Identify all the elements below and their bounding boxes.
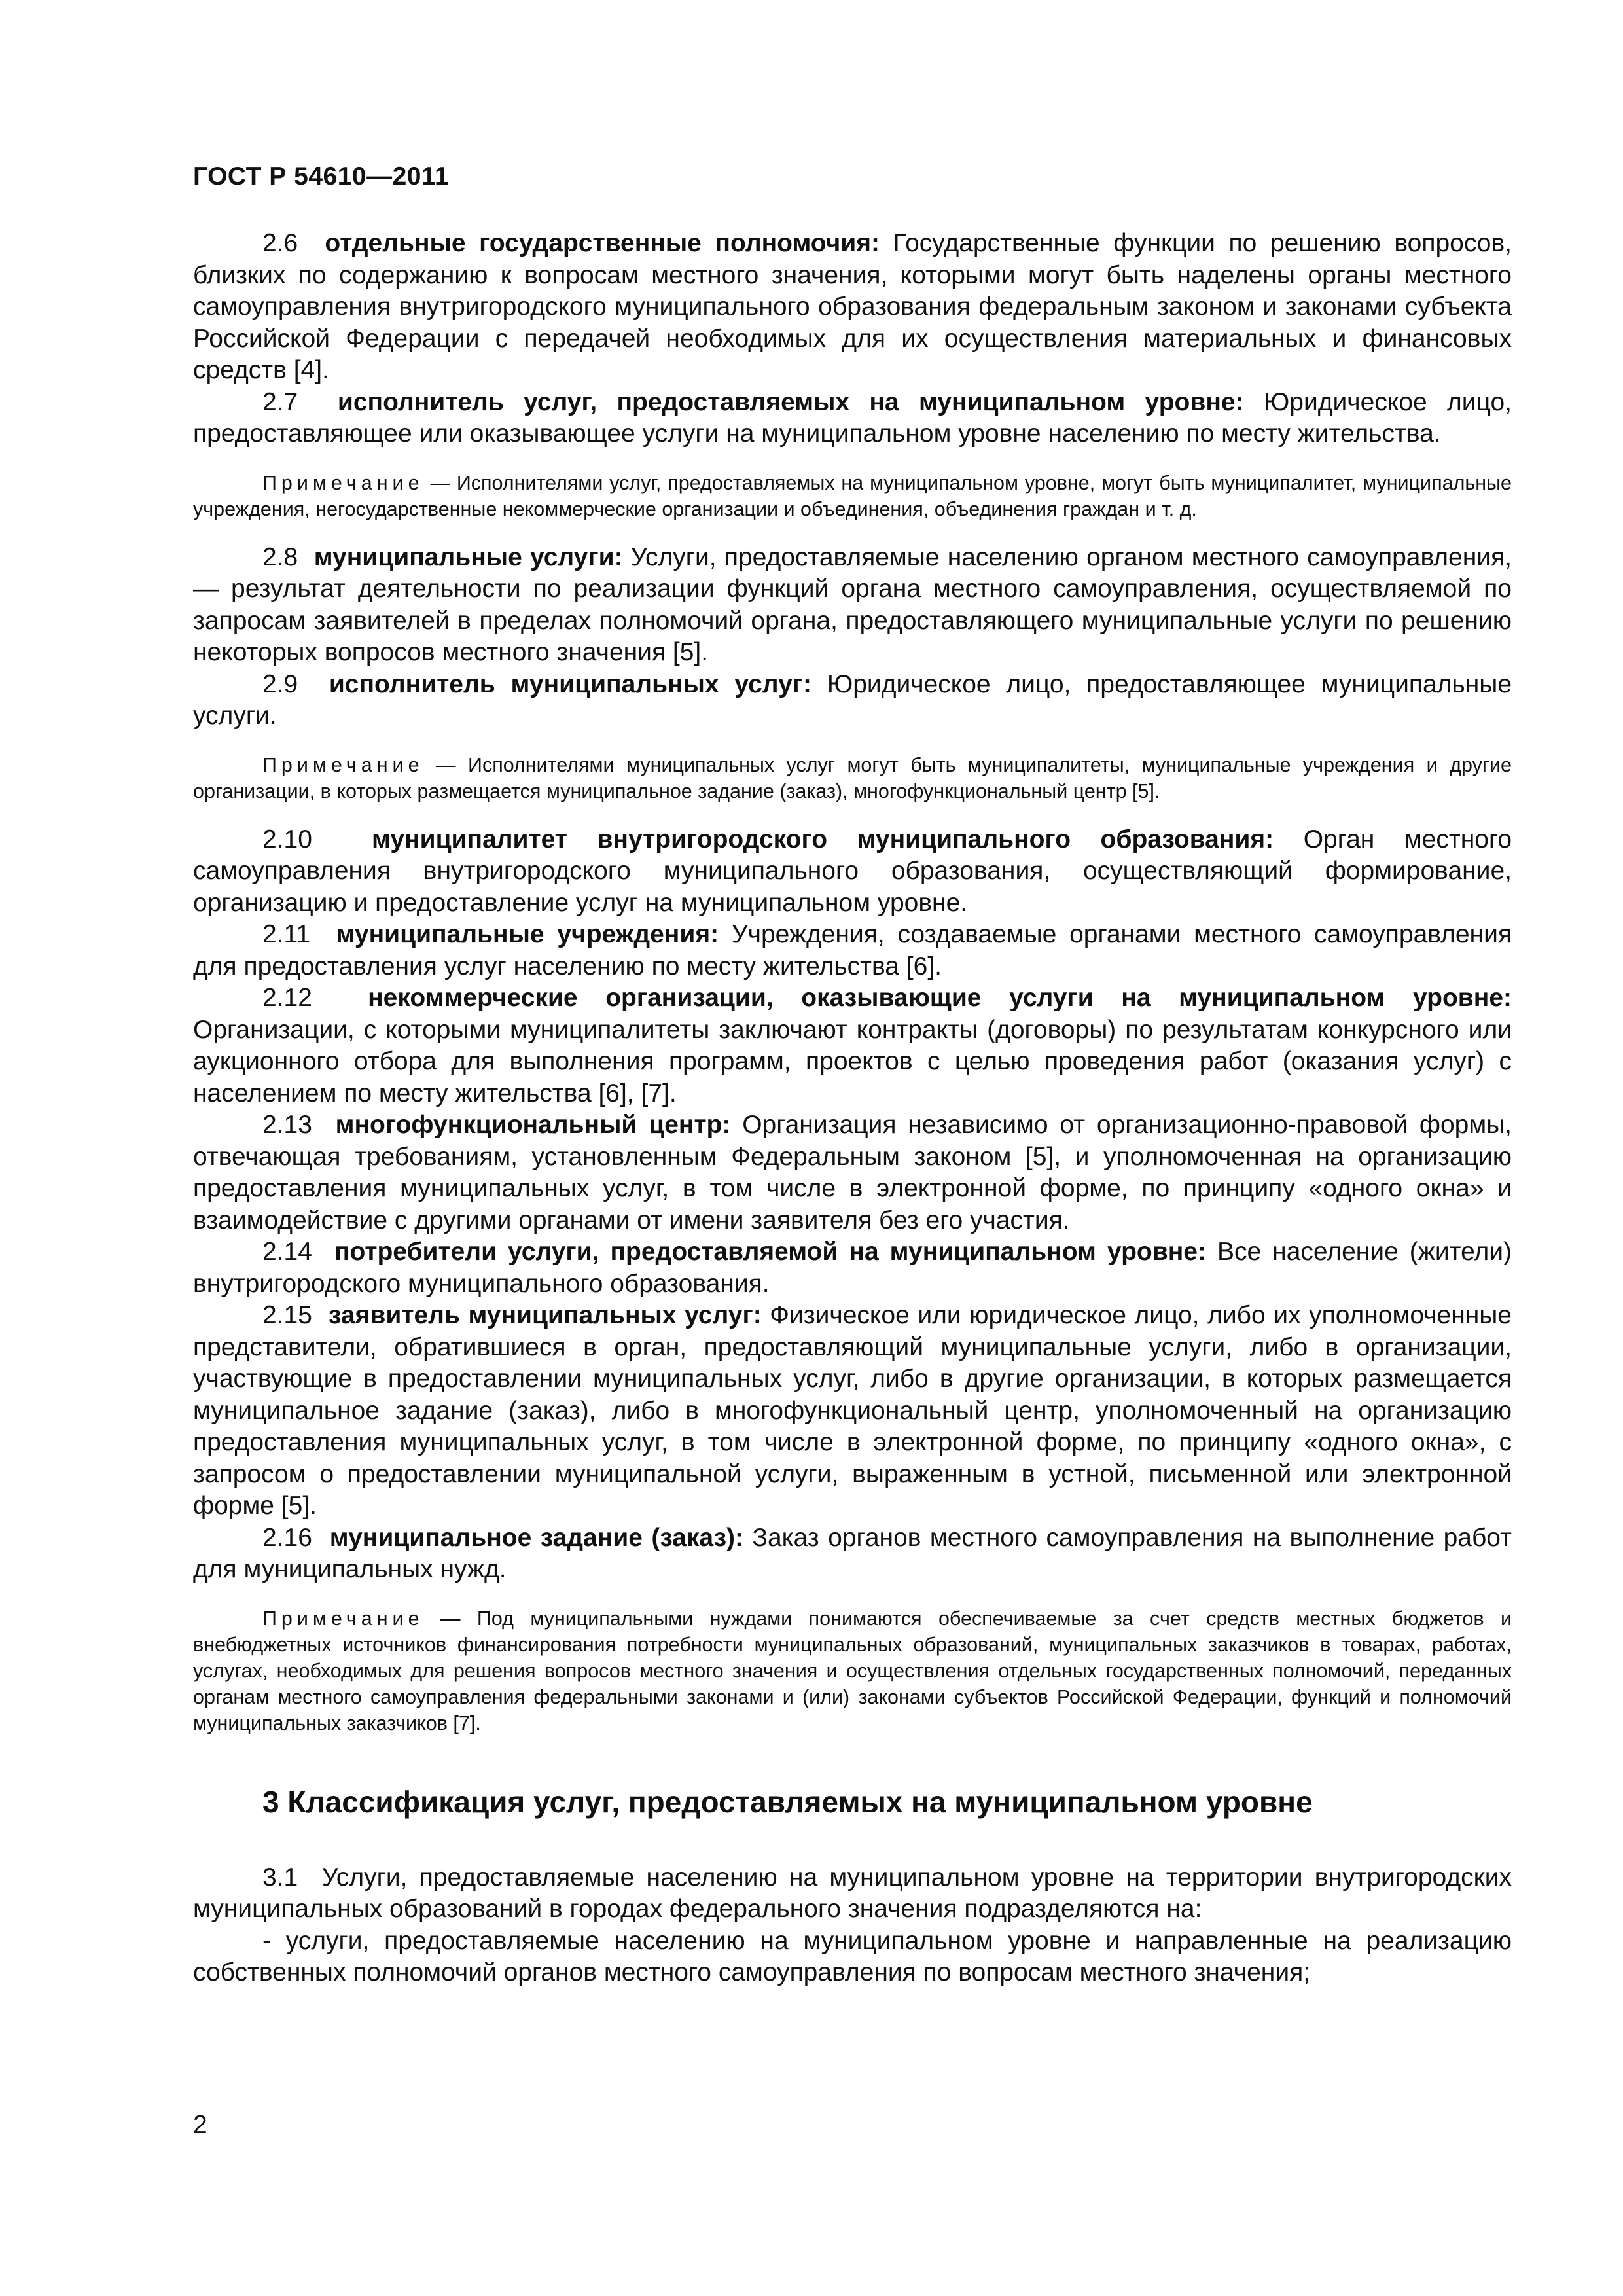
definition-number: 2.8	[262, 543, 298, 571]
note-dash: —	[430, 471, 450, 494]
clause-3-1	[193, 1862, 1512, 1926]
clause-number: 3.1	[262, 1863, 298, 1892]
definition-term: отдельные государственные полномочия:	[325, 229, 880, 257]
definition-number: 2.7	[262, 387, 298, 416]
definition-text: Юридическое лицо, предоставляющее или оказывающее услуги на муниципальном уровне населению по месту жительства.	[193, 387, 1512, 448]
definition-number: 2.13	[262, 1111, 312, 1139]
definition-term: муниципальное задание (заказ):	[329, 1523, 743, 1552]
note-text: Исполнителями услуг, предоставляемых на муниципальном уровне, могут быть муниципалитет, муниципальные учреждения, негосударственные некоммерческие организации и объединения, объединения граждан и т. д.	[193, 471, 1512, 520]
definition-2-11	[193, 919, 1512, 982]
definition-text: Организации, с которыми муниципалитеты заключают контракты (договоры) по результатам конкурсного или аукционного отбора для выполнения программ, проектов с целью проведения работ (оказания услуг) с населением по месту жительства [6], [7].	[193, 1015, 1512, 1107]
definition-2-13	[193, 1109, 1512, 1236]
definition-number: 2.11	[262, 920, 311, 948]
note-label: Примечание	[262, 1607, 424, 1630]
definition-term: исполнитель муниципальных услуг:	[329, 670, 812, 698]
definition-2-9	[193, 669, 1512, 732]
definition-term: муниципальные услуги:	[313, 543, 623, 571]
definition-2-10	[193, 824, 1512, 920]
definition-text: Орган местного самоуправления внутригородского муниципального образования, осуществляющий формирование, организацию и предоставление услуг на муниципальном уровне.	[193, 825, 1512, 917]
definition-number: 2.16	[262, 1523, 312, 1552]
definition-text: Учреждения, создаваемые органами местного самоуправления для предоставления услуг населению по месту жительства [6].	[193, 920, 1512, 980]
definition-term: потребители услуги, предоставляемой на муниципальном уровне:	[334, 1238, 1206, 1266]
definition-text: Организация независимо от организационно-правовой формы, отвечающая требованиям, установленным Федеральным законом [5], и уполномоченная на организацию предоставления муниципальных услуг, в том числе в электронной форме, по принципу «одного окна» и взаимодействие с другими органами от имени заявителя без его участия.	[193, 1111, 1512, 1234]
definition-number: 2.10	[262, 825, 312, 853]
note-1	[193, 470, 1512, 522]
note-dash: —	[440, 1607, 461, 1630]
clause-3-1-bullet: - услуги, предоставляемые населению на муниципальном уровне и направленные на реализацию собственных полномочий органов местного самоуправления по вопросам местного значения;	[193, 1926, 1512, 1986]
definition-term: некоммерческие организации, оказывающие услуги на муниципальном уровне:	[368, 984, 1512, 1012]
note-dash: —	[436, 753, 456, 776]
definition-term: заявитель муниципальных услуг:	[329, 1301, 762, 1329]
definition-term: муниципалитет внутригородского муниципального образования:	[372, 825, 1274, 853]
definition-text: Государственные функции по решению вопросов, близких по содержанию к вопросам местного значения, которыми могут быть наделены органы местного самоуправления внутригородского муниципального образования федеральным законом и законами субъекта Российской Федерации с передачей необходимых для их осуществления материальных и финансовых средств [4].	[193, 229, 1512, 384]
definition-2-6	[193, 228, 1512, 387]
definition-text: Услуги, предоставляемые населению органом местного самоуправления, — результат деятельности по реализации функций органа местного самоуправления, осуществляемой по запросам заявителей в пределах полномочий органа, предоставляющего муниципальные услуги по решению некоторых вопросов местного значения [5].	[193, 543, 1512, 666]
definition-2-8	[193, 542, 1512, 669]
note-text: Исполнителями муниципальных услуг могут быть муниципалитеты, муниципальные учреждения и другие организации, в которых размещается муниципальное задание (заказ), многофункциональный центр [5].	[193, 753, 1512, 802]
definition-text: Физическое или юридическое лицо, либо их уполномоченные представители, обратившиеся в орган, предоставляющий муниципальные услуги, либо в организации, участвующие в предоставлении муниципальных услуг, либо в другие организации, в которых размещается муниципальное задание (заказ), либо в многофункциональный центр, уполномоченный на организацию предоставления муниципальных услуг, в том числе в электронной форме, по принципу «одного окна», с запросом о предоставлении муниципальной услуги, выраженным в устной, письменной или электронной форме [5].	[193, 1301, 1512, 1520]
definition-2-14	[193, 1236, 1512, 1300]
page-number: 2	[193, 2111, 207, 2139]
definition-2-7	[193, 387, 1512, 450]
definition-number: 2.12	[262, 984, 312, 1012]
definition-number: 2.14	[262, 1238, 312, 1266]
definition-2-12	[193, 982, 1512, 1109]
definition-2-15	[193, 1300, 1512, 1522]
clause-text: Услуги, предоставляемые населению на муниципальном уровне на территории внутригородских муниципальных образований в городах федерального значения подразделяются на:	[193, 1863, 1512, 1923]
section-3-title: 3 Классификация услуг, предоставляемых на муниципальном уровне	[262, 1784, 1313, 1819]
document-body	[193, 228, 1512, 1989]
definition-number: 2.6	[262, 229, 298, 257]
definition-term: исполнитель услуг, предоставляемых на муниципальном уровне:	[337, 387, 1244, 416]
definition-number: 2.9	[262, 670, 298, 698]
definition-text: Заказ органов местного самоуправления на выполнение работ для муниципальных нужд.	[193, 1523, 1512, 1583]
note-3	[193, 1605, 1512, 1736]
definition-2-16	[193, 1522, 1512, 1586]
note-text: Под муниципальными нуждами понимаются обеспечиваемые за счет средств местных бюджетов и внебюджетных источников финансирования потребности муниципальных образований, муниципальных заказчиков в товарах, работах, услугах, необходимых для решения вопросов местного значения и осуществления отдельных государственных полномочий, переданных органам местного самоуправления федеральными законами и (или) законами субъектов Российской Федерации, функций и полномочий муниципальных заказчиков [7].	[193, 1607, 1512, 1734]
definition-term: муниципальные учреждения:	[336, 920, 719, 948]
definition-number: 2.15	[262, 1301, 312, 1329]
definition-text: Юридическое лицо, предоставляющее муниципальные услуги.	[193, 670, 1512, 730]
note-label: Примечание	[262, 471, 424, 494]
note-2	[193, 752, 1512, 804]
note-label: Примечание	[262, 753, 424, 776]
definition-term: многофункциональный центр:	[335, 1111, 731, 1139]
document-header: ГОСТ Р 54610—2011	[193, 162, 450, 190]
definition-text: Все население (жители) внутригородского муниципального образования.	[193, 1238, 1512, 1298]
